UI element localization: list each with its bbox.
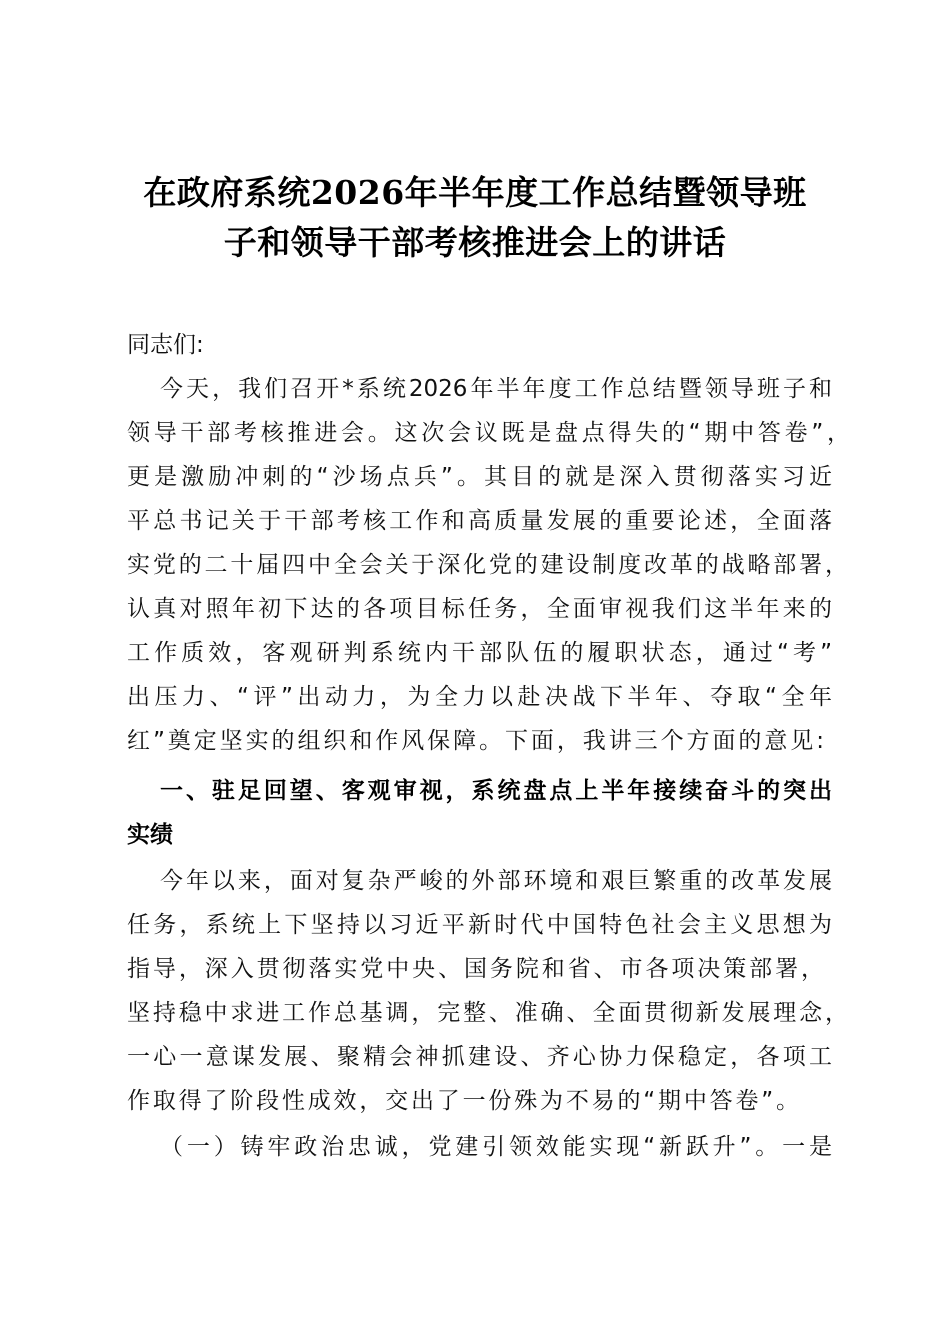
body-line-4: 坚持稳中求进工作总基调，完整、准确、全面贯彻新发展理念， <box>127 1000 848 1026</box>
body-line-1: 今年以来，面对复杂严峻的外部环境和艰巨繁重的改革发展 <box>160 868 832 894</box>
intro-line-6: 认真对照年初下达的各项目标任务，全面审视我们这半年来的 <box>127 596 832 622</box>
body-line-2: 任务，系统上下坚持以习近平新时代中国特色社会主义思想为 <box>127 912 832 938</box>
document-title-line-2: 子和领导干部考核推进会上的讲话 <box>223 223 727 262</box>
section-heading-1-line-2: 实绩 <box>127 822 173 848</box>
body-line-5: 一心一意谋发展、聚精会神抓建设、齐心协力保稳定，各项工 <box>127 1044 832 1070</box>
body-line-6: 作取得了阶段性成效，交出了一份殊为不易的“期中答卷”。 <box>127 1088 799 1114</box>
intro-line-7: 工作质效，客观研判系统内干部队伍的履职状态，通过“考” <box>127 640 832 666</box>
intro-line-8: 出压力、“评”出动力，为全力以赴决战下半年、夺取“全年 <box>127 684 832 710</box>
intro-line-5: 实党的二十届四中全会关于深化党的建设制度改革的战略部署， <box>127 552 848 578</box>
intro-line-3: 更是激励冲刺的“沙场点兵”。其目的就是深入贯彻落实习近 <box>127 464 832 490</box>
intro-line-1: 今天，我们召开*系统2026年半年度工作总结暨领导班子和 <box>160 376 832 402</box>
subsection-line-1: （一）铸牢政治忠诚，党建引领效能实现“新跃升”。一是 <box>160 1134 832 1160</box>
intro-line-4: 平总书记关于干部考核工作和高质量发展的重要论述，全面落 <box>127 508 832 534</box>
salutation: 同志们: <box>127 332 204 358</box>
section-heading-1-line-1: 一、驻足回望、客观审视，系统盘点上半年接续奋斗的突出 <box>160 778 832 804</box>
document-title-line-1: 在政府系统2026年半年度工作总结暨领导班 <box>143 173 807 212</box>
intro-line-9: 红”奠定坚实的组织和作风保障。下面，我讲三个方面的意见: <box>127 728 824 754</box>
intro-line-2: 领导干部考核推进会。这次会议既是盘点得失的“期中答卷”， <box>127 420 850 446</box>
body-line-3: 指导，深入贯彻落实党中央、国务院和省、市各项决策部署， <box>127 956 824 982</box>
